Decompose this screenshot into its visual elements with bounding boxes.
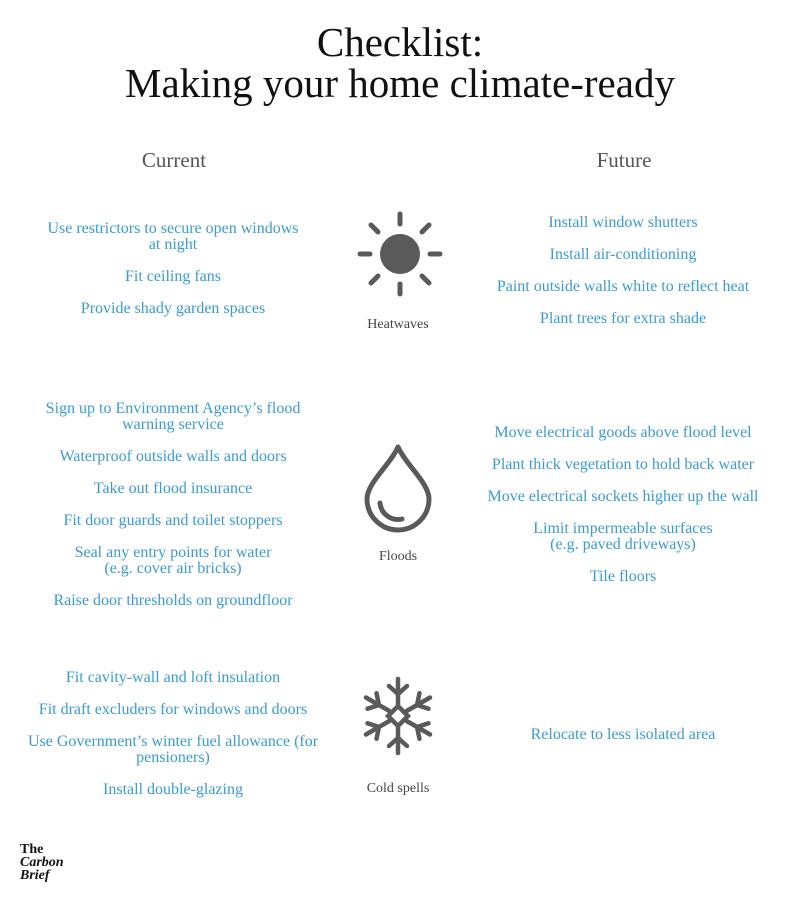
floods-future-item: Limit impermeable surfaces (e.g. paved driveways) xyxy=(533,520,713,553)
floods-future-item: Tile floors xyxy=(589,568,657,585)
cold-spells-current-item: Use Government’s winter fuel allowance (for pensioners) xyxy=(27,733,319,766)
floods-current-item: Waterproof outside walls and doors xyxy=(59,448,287,465)
heatwaves-future-item: Install air-conditioning xyxy=(549,246,697,263)
cold-spells-label: Cold spells xyxy=(366,781,430,796)
floods-current-item: Raise door thresholds on groundfloor xyxy=(53,592,293,609)
carbon-brief-logo xyxy=(20,843,64,882)
cold-spells-current-item: Fit cavity-wall and loft insulation xyxy=(65,669,281,686)
logo-line-3: Brief xyxy=(20,868,50,883)
cold-spells-current-item: Fit draft excluders for windows and doors xyxy=(38,701,308,718)
heatwaves-current-item: Provide shady garden spaces xyxy=(80,300,266,317)
floods-current-item: Fit door guards and toilet stoppers xyxy=(63,512,283,529)
floods-future-item: Move electrical goods above flood level xyxy=(494,424,752,441)
logo-line-1: The xyxy=(20,842,44,857)
heatwaves-label: Heatwaves xyxy=(367,317,429,332)
floods-current-item: Take out flood insurance xyxy=(93,480,253,497)
heatwaves-current-item: Use restrictors to secure open windows at night xyxy=(47,220,299,253)
heatwaves-current-item: Fit ceiling fans xyxy=(125,268,221,285)
water-drop-icon xyxy=(362,443,434,533)
cold-spells-current-item: Install double-glazing xyxy=(103,781,243,798)
column-header-current: Current xyxy=(141,148,207,172)
page-title xyxy=(0,19,800,106)
cold-spells-future-item: Relocate to less isolated area xyxy=(530,726,716,743)
snowflake-icon xyxy=(358,676,438,756)
sun-icon xyxy=(356,210,444,298)
heatwaves-future-item: Paint outside walls white to reflect heat xyxy=(496,278,750,295)
title-line-1: Checklist: xyxy=(316,19,484,65)
floods-future-item: Move electrical sockets higher up the wall xyxy=(487,488,759,505)
column-header-future: Future xyxy=(596,148,652,172)
floods-future-item: Plant thick vegetation to hold back water xyxy=(491,456,755,473)
floods-label: Floods xyxy=(378,549,418,564)
heatwaves-future-item: Install window shutters xyxy=(548,214,698,231)
title-line-2: Making your home climate-ready xyxy=(125,60,675,106)
logo-line-2: Carbon xyxy=(20,855,64,870)
floods-current-item: Seal any entry points for water (e.g. cover air bricks) xyxy=(74,544,272,577)
heatwaves-future-item: Plant trees for extra shade xyxy=(539,310,707,327)
floods-current-item: Sign up to Environment Agency’s flood warning service xyxy=(45,400,301,433)
